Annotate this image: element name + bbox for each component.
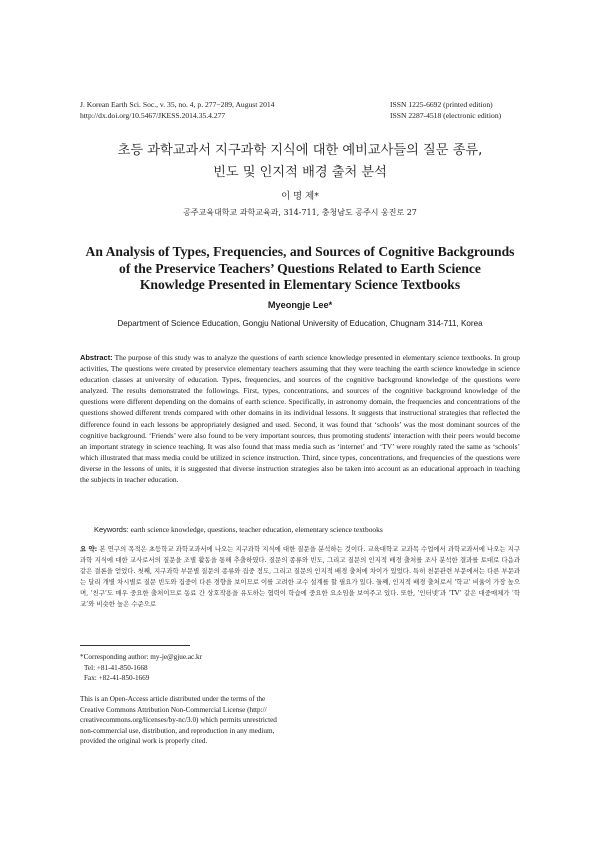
license-line-3: creativecommons.org/licenses/by-nc/3.0) which permits unrestricted: [80, 716, 277, 725]
korean-summary: [80, 544, 520, 611]
issn-print: ISSN 1225-6692 (printed edition): [390, 100, 493, 109]
corresponding-tel: Tel: +81-41-850-1668: [84, 663, 148, 672]
abstract: [80, 352, 520, 485]
english-affiliation: Department of Science Education, Gongju National University of Education, Chugnam 314-711, Korea: [117, 319, 483, 328]
journal-line: J. Korean Earth Sci. Soc., v. 35, no. 4, p. 277−289, August 2014: [80, 100, 275, 109]
keywords: [94, 524, 524, 535]
korean-title-line-2: 빈도 및 인지적 배경 출처 분석: [213, 165, 387, 180]
license-line-4: non-commercial use, distribution, and reproduction in any medium,: [80, 726, 275, 735]
korean-affiliation: 공주교육대학교 과학교육과, 314-711, 충청남도 공주시 웅진로 27: [183, 208, 417, 217]
keywords-label: Keywords:: [94, 525, 129, 534]
journal-citation: [80, 99, 274, 121]
license-line-2: Creative Commons Attribution Non-Commercial License (http://: [80, 705, 267, 714]
keywords-text: earth science knowledge, questions, teacher education, elementary science textbooks: [128, 525, 383, 534]
english-title-line-2: of the Preservice Teachers’ Questions Related to Earth Science: [119, 260, 481, 276]
corresponding-fax: Fax: +82-41-850-1669: [84, 674, 150, 683]
korean-summary-label: 요 약:: [80, 545, 98, 553]
korean-author: 이 명 제*: [281, 191, 319, 202]
english-title-line-3: Knowledge Presented in Elementary Science Textbooks: [139, 277, 461, 292]
corresponding-author-email: *Corresponding author: my-je@gjue.ac.kr: [80, 653, 202, 661]
english-title: [40, 244, 560, 294]
english-author: Myeongje Lee*: [267, 300, 333, 310]
corresponding-author-footnote: [80, 652, 202, 684]
korean-summary-text: 본 연구의 목적은 초등학교 과학교과서에 나오는 지구과학 지식에 대한 질문을 분석하는 것이다. 교육대학교 교과목 수업에서 과학교과서에 나오는 지구과학 지식에 대한 교사로서의 질문을 조별 활동을 통해 추출하였다. 질문의 종류와 빈도, 그리고 질문의 인지적 배경 출처를 조사 분석한 결과를 토대로 다음과 같은 결론을 얻었다. 첫째, 지구과학 부문별 질문의 종류와 집중 정도, 그리고 질문의 인지적 배경 출처에 차이가 있었다. 특히 천문관련 부문에서는 다른 부문과는 달리 개별 차시별로 질문 빈도와 집중이 다른 경향을 보이므로 이를 고려한 교수 설계를 할 필요가 있다. 둘째, 인지적 배경 출처로서 ‘학교’ 비율이 가장 높으며, ‘친구’도 매우 중요한 출처이므로 동료 간 상호작용을 유도하는 협력이 학습에 중요한 요소임을 보여주고 있다. 또한, ‘인터넷’과 ‘TV’ 같은 대중매체가 ‘학교’와 비슷한 높은 수준으로: [80, 545, 520, 609]
issn-block: [390, 99, 501, 121]
korean-title: [60, 140, 540, 184]
license-line-5: provided the original work is properly cited.: [80, 737, 208, 746]
license-line-1: This is an Open-Access article distributed under the terms of the: [80, 695, 266, 703]
open-access-license: [80, 694, 310, 747]
abstract-text: The purpose of this study was to analyze the questions of earth science knowledge presented in elementary science textbooks. In group activities, The questions were created by preservice elementary teachers assuming that they were teaching the earth science knowledge in science education classes at university of education. Types, frequencies, and sources of the cognitive background knowledge of the questions were analyzed. The results demonstrated the followings. First, types, concentrations, and sources of the cognitive background knowledge of the questions were different depending on the domains of earth science. Specifically, in astronomy domain, the frequencies and concentrations of the questions showed different trends compared with other domains in its individual lessons. It suggests that instructional strategies that reflected the difference found in each lessons be appropriately designed and used. Second, it was found that ‘schools’ was the most dominant sources of the cognitive background. ‘Friends’ were also found to be very important sources, thus promoting students' interaction with their peers would become an important strategy in science teaching. It was also found that mass media such as ‘internet’ and ‘TV’ were roughly rated the same as ‘schools’ which illustrated that mass media could be utilized in science instruction. Third, since types, concentrations, and frequencies of the questions were diverse in the lessons of units, it is suggested that diverse instruction strategies also be taken into account as an educational approach in teaching the subjects in teacher education.: [80, 353, 520, 485]
abstract-label: Abstract:: [80, 353, 113, 362]
footnote-divider: [80, 645, 190, 646]
doi-link[interactable]: http://dx.doi.org/10.5467/JKESS.2014.35.4.277: [80, 111, 226, 120]
issn-electronic: ISSN 2287-4518 (electronic edition): [390, 111, 502, 120]
korean-title-line-1: 초등 과학교과서 지구과학 지식에 대한 예비교사들의 질문 종류,: [117, 143, 483, 158]
english-title-line-1: An Analysis of Types, Frequencies, and Sources of Cognitive Backgrounds: [85, 244, 515, 259]
